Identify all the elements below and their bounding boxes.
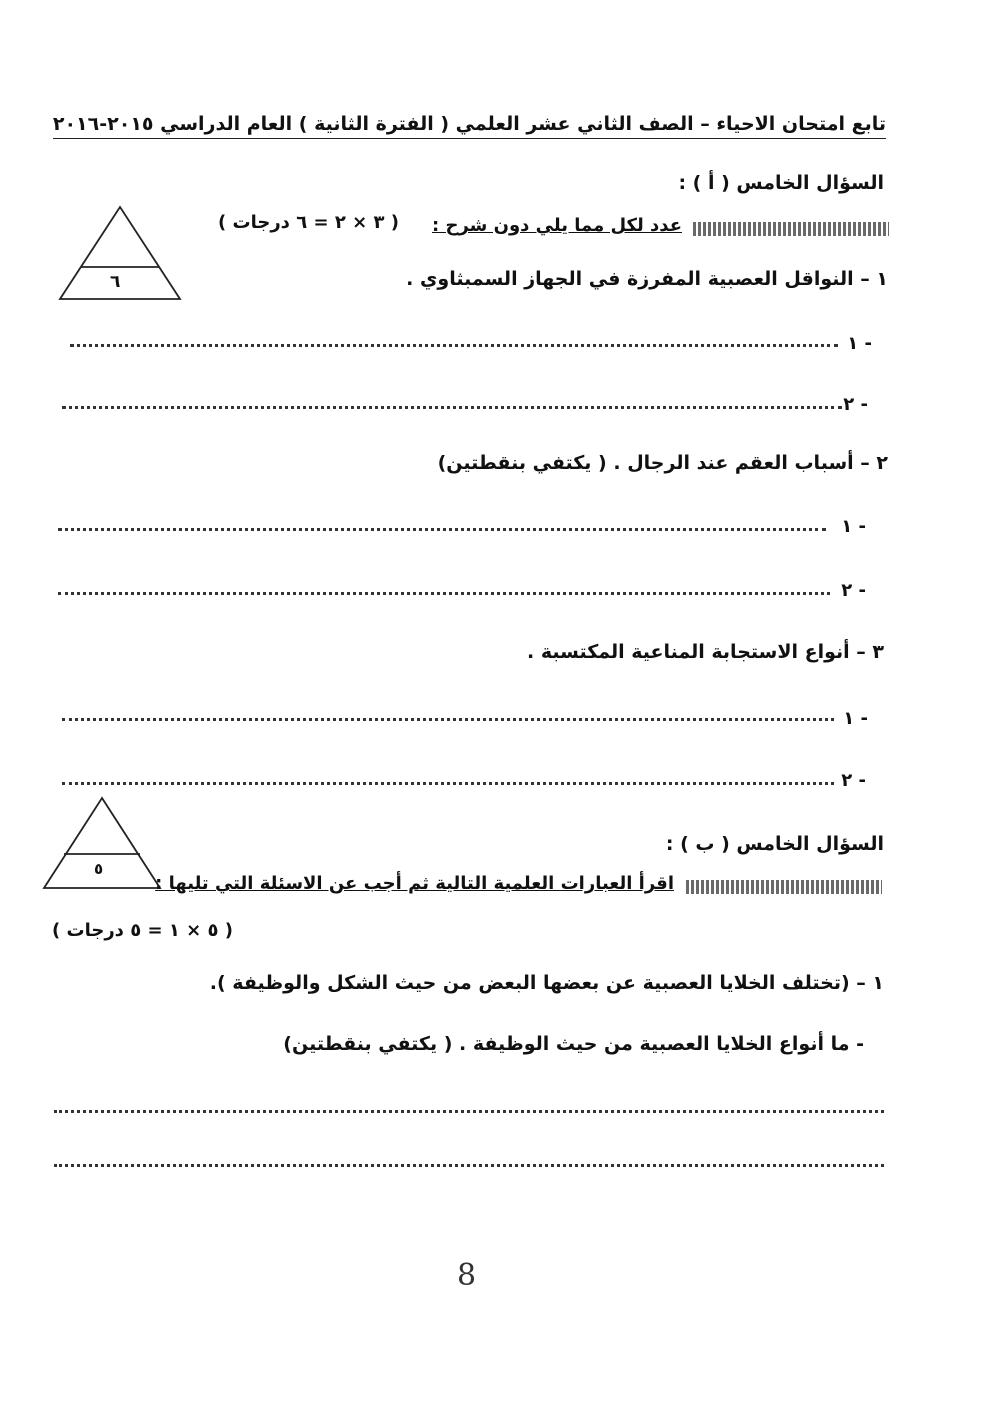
answer-2-1-number: ١ - (841, 516, 866, 537)
exam-header: تابع امتحان الاحياء – الصف الثاني عشر العلمي ( الفترة الثانية ) العام الدراسي ٢٠١٥-٢٠١٦ (53, 113, 886, 139)
instruction-hatch-b (686, 880, 882, 894)
section-a-title: السؤال الخامس ( أ ) : (678, 172, 884, 194)
answer-1-1-number: ١ - (847, 333, 872, 354)
score-box-b-value: ٥ (94, 860, 104, 878)
question-a-item-3: ٣ – أنواع الاستجابة المناعية المكتسبة . (527, 641, 884, 663)
section-b-instruction: اقرأ العبارات العلمية التالية ثم أجب عن الاسئلة التي تليها : (155, 873, 674, 894)
answer-1-2-number: ٢ - (843, 394, 868, 415)
question-a-item-2: ٢ – أسباب العقم عند الرجال . ( يكتفي بنقطتين) (437, 452, 888, 474)
section-a-instruction: عدد لكل مما يلي دون شرح : (432, 215, 682, 236)
instruction-hatch-a (693, 222, 889, 236)
section-b-statement: ١ – (تختلف الخلايا العصبية عن بعضها البعض من حيث الشكل والوظيفة ). (209, 972, 884, 994)
answer-3-1-number: ١ - (843, 708, 868, 729)
answer-line[interactable] (54, 1164, 884, 1167)
section-a-marks: ( ٣ × ٢ = ٦ درجات ) (218, 212, 399, 233)
answer-2-2-number: ٢ - (841, 580, 866, 601)
answer-3-2-number: ٢ - (841, 770, 866, 791)
section-b-title: السؤال الخامس ( ب ) : (665, 833, 884, 855)
answer-line[interactable] (58, 528, 826, 531)
answer-line[interactable] (58, 592, 830, 595)
answer-line[interactable] (62, 406, 842, 409)
section-b-marks: ( ٥ × ١ = ٥ درجات ) (52, 920, 233, 941)
answer-line[interactable] (70, 344, 838, 347)
answer-line[interactable] (62, 782, 834, 785)
answer-line[interactable] (54, 1110, 884, 1113)
answer-line[interactable] (62, 718, 834, 721)
section-b-question: - ما أنواع الخلايا العصبية من حيث الوظيفة . ( يكتفي بنقطتين) (283, 1033, 864, 1055)
page-number: 8 (457, 1258, 477, 1293)
question-a-item-1: ١ – النواقل العصبية المفرزة في الجهاز السمبثاوي . (406, 268, 888, 290)
score-box-a-value: ٦ (110, 272, 121, 292)
